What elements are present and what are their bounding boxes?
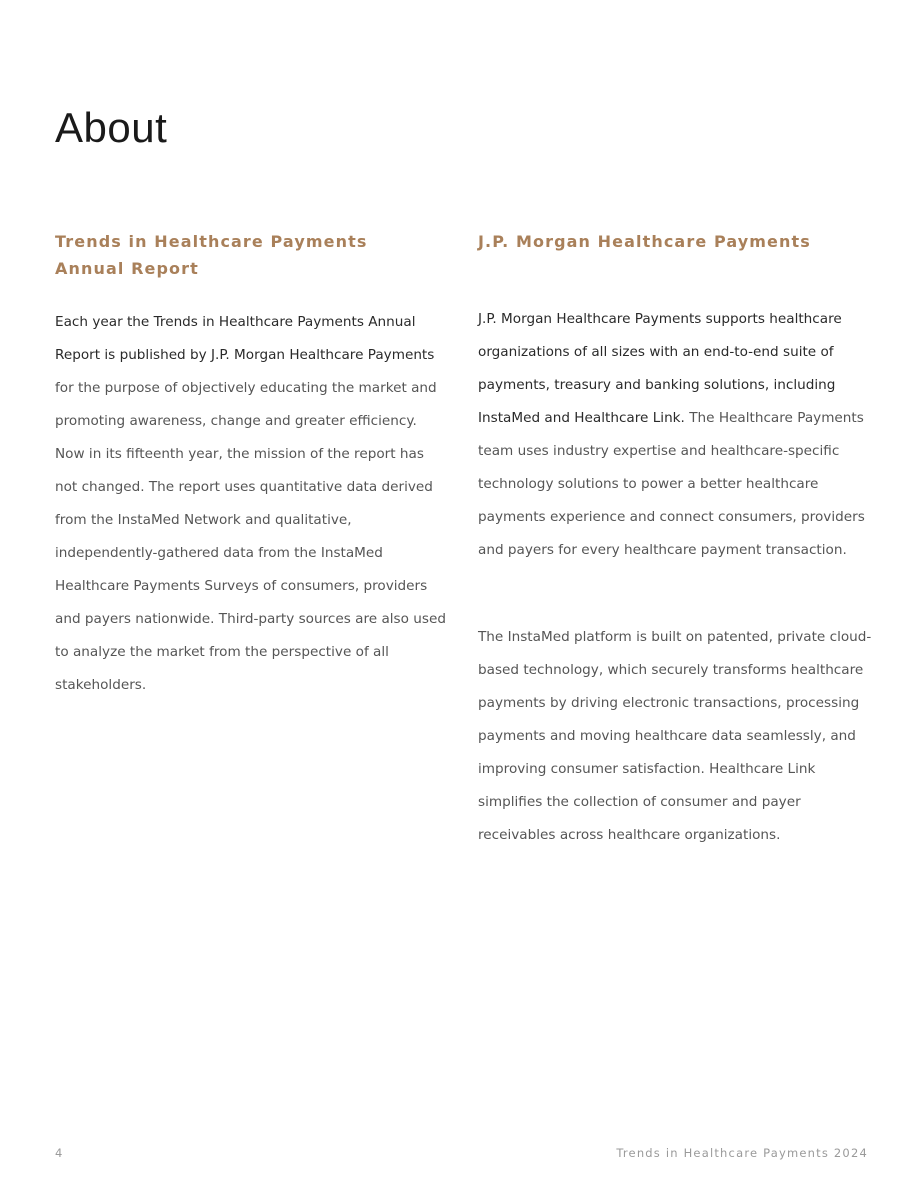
company-section-heading: J.P. Morgan Healthcare Payments	[478, 232, 811, 251]
report-section-heading: Trends in Healthcare Payments Annual Report	[55, 232, 368, 278]
platform-description: The InstaMed platform is built on patented, private cloud-based technology, which securely transforms healthcare payments by driving electronic transactions, processing payments and moving healthcare data seamlessly, and improving consumer satisfaction. Healthcare Link simplifies the collection of consumer and payer receivables across healthcare organizations.	[478, 629, 872, 843]
footer-report-title: Trends in Healthcare Payments 2024	[616, 1146, 868, 1160]
page-number: 4	[55, 1146, 63, 1160]
company-description-lead: J.P. Morgan Healthcare Payments supports healthcare organizations of all sizes with an end-to-end suite of payments, treasury and banking solutions, including InstaMed and Healthcare Link.	[478, 311, 842, 426]
company-description	[478, 303, 873, 567]
report-description-rest: for the purpose of objectively educating the market and promoting awareness, change and greater efficiency. Now in its fifteenth year, the mission of the report has not changed. The report uses quantitative data derived from the InstaMed Network and qualitative, independently-gathered data from the InstaMed Healthcare Payments Surveys of consumers, providers and payers nationwide. Third-party sources are also used to analyze the market from the perspective of all stakeholders.	[55, 380, 446, 693]
about-report-section	[55, 228, 450, 693]
company-description-rest: The Healthcare Payments team uses industry expertise and healthcare-specific technology solutions to power a better healthcare payments experience and connect consumers, providers and payers for every healthcare payment transaction.	[478, 410, 865, 558]
about-company-section	[478, 228, 873, 843]
report-description-lead: Each year the Trends in Healthcare Payments Annual Report is published by J.P. Morgan Healthcare Payments	[55, 314, 435, 363]
report-description	[55, 306, 450, 702]
page-title: About	[55, 104, 168, 151]
